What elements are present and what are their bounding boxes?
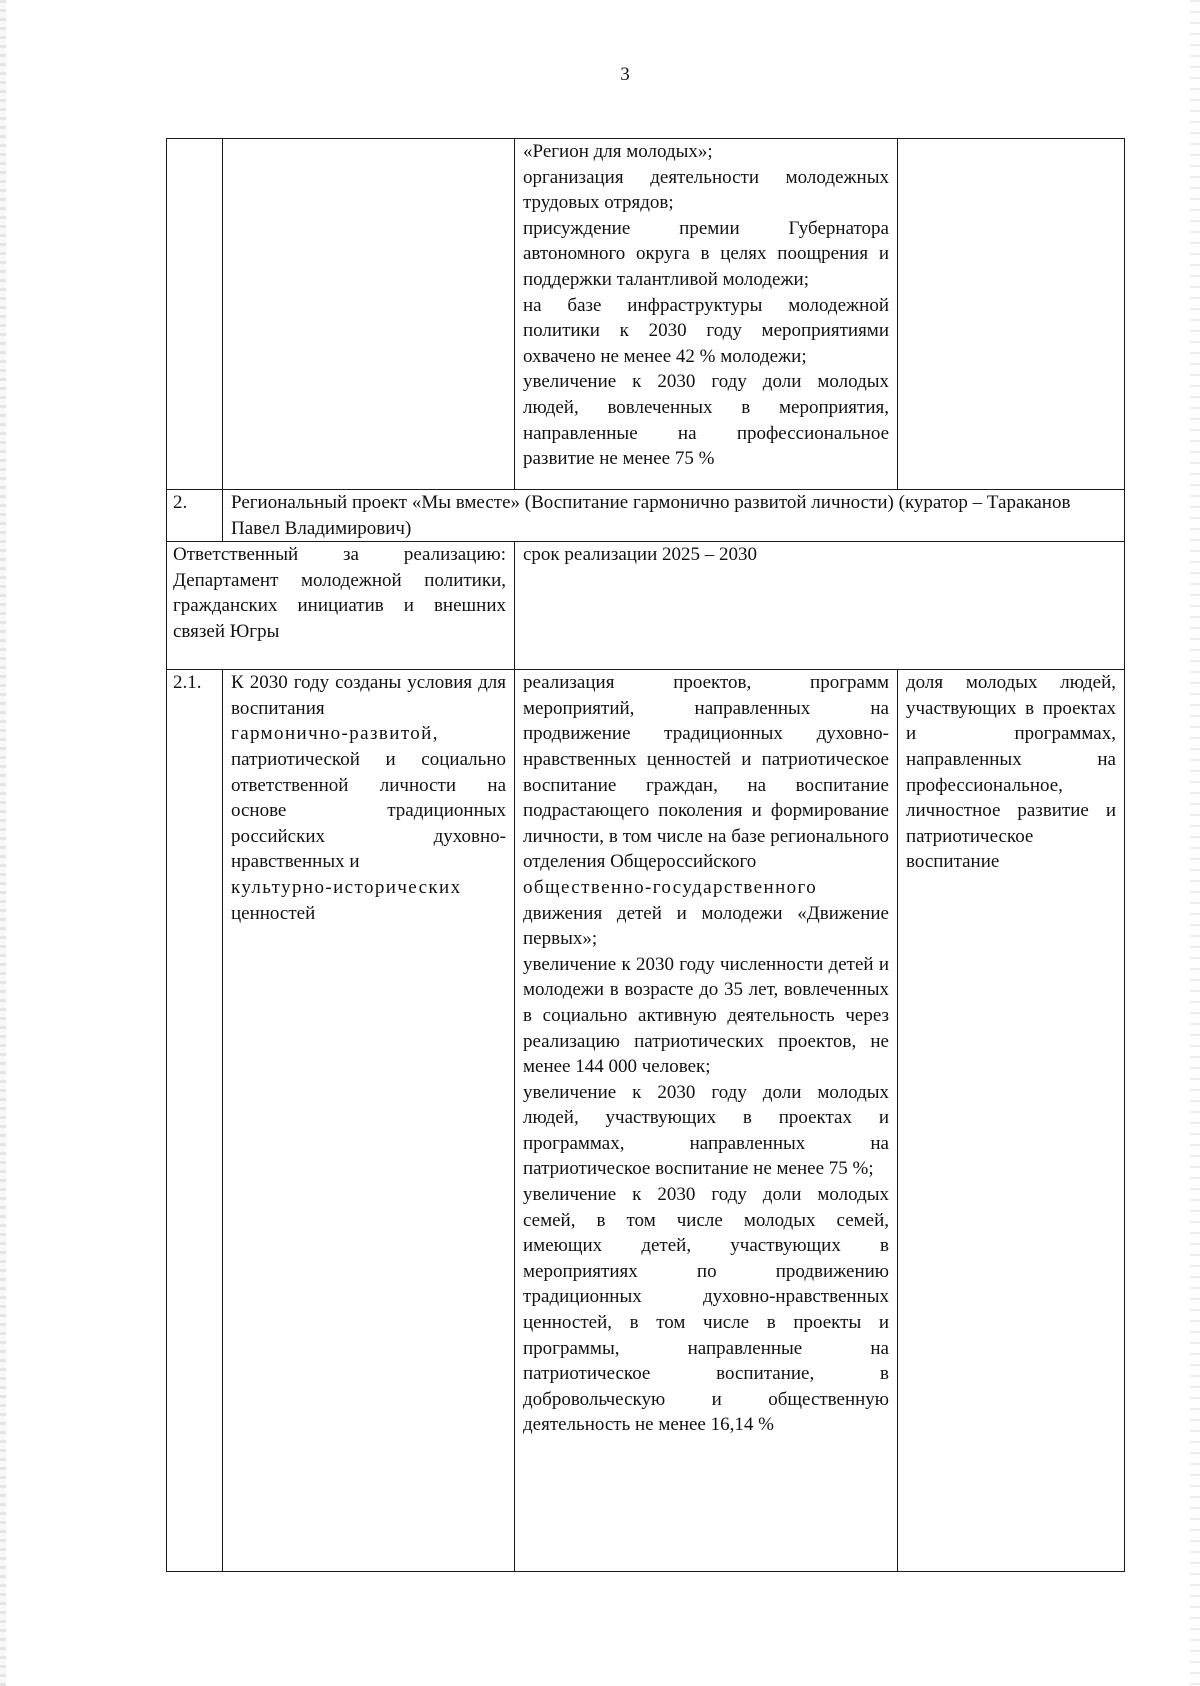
project-title: Региональный проект «Мы вместе» (Воспитание гармонично развитой личности) (куратор – Тараканов Павел Владимирович) bbox=[223, 490, 1125, 542]
goal-text: К 2030 году созданы условия для воспитания bbox=[231, 672, 506, 719]
task-row bbox=[167, 670, 1125, 1572]
goal-text: культурно-исторических bbox=[231, 876, 462, 898]
result-text: увеличение к 2030 году доли молодых семей, в том числе молодых семей, имеющих детей, участвующих в мероприятиях по продвижению традиционных духовно-нравственных ценностей, в том числе в проекты и программы, направленные на патриотическое воспитание, в добровольческую и общественную деятельность не менее 16,14 % bbox=[523, 1184, 889, 1436]
result-text: реализация проектов, программ мероприятий, направленных на продвижение традиционных духовно-нравственных ценностей и патриотическое воспитание граждан, на воспитание подрастающего поколения и формирование личности, в том числе на базе регионального отделения Общероссийского bbox=[523, 672, 889, 873]
result-line: «Регион для молодых»; bbox=[523, 141, 713, 162]
task-results-cell bbox=[515, 670, 898, 1572]
result-text: увеличение к 2030 году доли молодых людей, участвующих в проектах и программах, направленных на патриотическое воспитание не менее 75 %; bbox=[523, 1081, 889, 1180]
continuation-row bbox=[167, 139, 1125, 490]
project-number: 2. bbox=[167, 490, 223, 542]
result-text: общественно-государственного bbox=[523, 876, 818, 898]
goal-text: патриотической и социально ответственной личности на основе традиционных российских духовно-нравственных и bbox=[231, 748, 506, 873]
result-line: увеличение к 2030 году доли молодых людей, вовлеченных в мероприятия, направленные на профессиональное развитие не менее 75 % bbox=[523, 371, 889, 470]
task-number: 2.1. bbox=[167, 670, 223, 1572]
task-indicator-cell: доля молодых людей, участвующих в проектах и программах, направленных на профессиональное, личностное развитие и патриотическое воспитание bbox=[898, 670, 1125, 1572]
result-text: увеличение к 2030 году численности детей и молодежи в возрасте до 35 лет, вовлеченных в социально активную деятельность через реализацию патриотических проектов, не менее 144 000 человек; bbox=[523, 953, 889, 1078]
result-line: организация деятельности молодежных трудовых отрядов; bbox=[523, 166, 889, 214]
program-table bbox=[166, 138, 1125, 1572]
implementation-term: срок реализации 2025 – 2030 bbox=[515, 542, 1125, 670]
continuation-goal-cell bbox=[223, 139, 515, 490]
continuation-indicator-cell bbox=[898, 139, 1125, 490]
continuation-number-cell bbox=[167, 139, 223, 490]
project-row bbox=[167, 490, 1125, 542]
responsible-row bbox=[167, 542, 1125, 670]
goal-text: ценностей bbox=[231, 902, 316, 924]
result-text: движения детей и молодежи «Движение первых»; bbox=[523, 902, 889, 950]
result-line: присуждение премии Губернатора автономного округа в целях поощрения и поддержки талантливой молодежи; bbox=[523, 217, 889, 290]
continuation-results-cell bbox=[515, 139, 898, 490]
page-number: 3 bbox=[620, 64, 630, 85]
result-line: на базе инфраструктуры молодежной политики к 2030 году мероприятиями охвачено не менее 42 % молодежи; bbox=[523, 294, 889, 367]
task-goal-cell bbox=[223, 670, 515, 1572]
scan-edge-right bbox=[1190, 0, 1200, 1686]
goal-text: гармонично-развитой, bbox=[231, 723, 439, 745]
scan-edge-left bbox=[0, 0, 6, 1686]
responsible-text: Ответственный за реализацию: Департамент молодежной политики, гражданских инициатив и внешних связей Югры bbox=[167, 542, 515, 670]
